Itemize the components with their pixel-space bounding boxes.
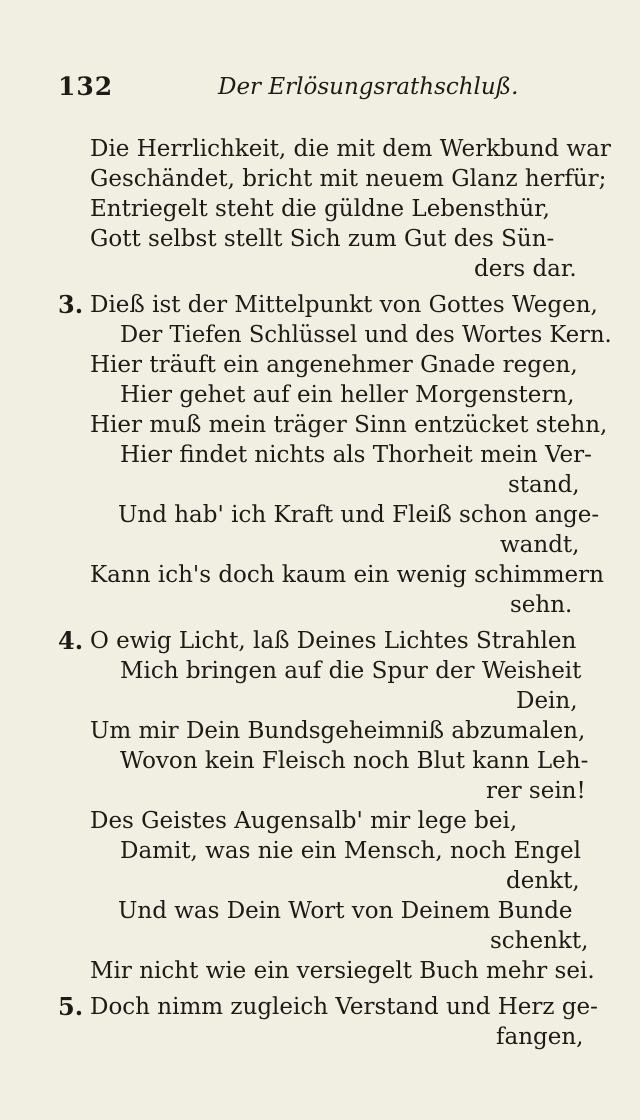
verse-line: sehn. xyxy=(510,592,573,618)
verse-line: Die Herrlichkeit, die mit dem Werkbund war xyxy=(90,136,611,162)
verse-line: rer sein! xyxy=(486,778,586,804)
verse-line: Und was Dein Wort von Deinem Bunde xyxy=(118,898,573,924)
stanza-number: 3. xyxy=(58,290,84,319)
verse-line: Der Tiefen Schlüssel und des Wortes Kern. xyxy=(120,322,612,348)
verse-line: Hier träuft ein angenehmer Gnade regen, xyxy=(90,352,578,378)
verse-line: O ewig Licht, laß Deines Lichtes Strahlen xyxy=(90,628,577,654)
verse-line: Hier findet nichts als Thorheit mein Ver- xyxy=(120,442,592,468)
verse-line: stand, xyxy=(508,472,580,498)
verse-line: Des Geistes Augensalb' mir lege bei, xyxy=(90,808,518,834)
page-number: 132 xyxy=(58,72,114,101)
verse-line: wandt, xyxy=(500,532,580,558)
running-title: Der Erlösungsrathschluß. xyxy=(218,74,519,100)
verse-line: Kann ich's doch kaum ein wenig schimmern xyxy=(90,562,604,588)
verse-line: Hier muß mein träger Sinn entzücket stehn, xyxy=(90,412,608,438)
verse-line: denkt, xyxy=(506,868,580,894)
verse-line: fangen, xyxy=(496,1024,584,1050)
verse-line: ders dar. xyxy=(474,256,577,282)
verse-line: Gott selbst stellt Sich zum Gut des Sün- xyxy=(90,226,555,252)
verse-line: Und hab' ich Kraft und Fleiß schon ange- xyxy=(118,502,600,528)
verse-line: Hier gehet auf ein heller Morgenstern, xyxy=(120,382,575,408)
page-header xyxy=(0,72,640,108)
verse-line: Dieß ist der Mittelpunkt von Gottes Wegen, xyxy=(90,292,598,318)
verse-line: Wovon kein Fleisch noch Blut kann Leh- xyxy=(120,748,589,774)
verse-line: Dein, xyxy=(516,688,578,714)
verse-line: Damit, was nie ein Mensch, noch Engel xyxy=(120,838,581,864)
verse-line: Mir nicht wie ein versiegelt Buch mehr sei. xyxy=(90,958,595,984)
verse-line: Doch nimm zugleich Verstand und Herz ge- xyxy=(90,994,598,1020)
stanza-number: 5. xyxy=(58,992,84,1021)
verse-line: Entriegelt steht die güldne Lebensthür, xyxy=(90,196,550,222)
verse-line: Mich bringen auf die Spur der Weisheit xyxy=(120,658,582,684)
verse-line: Um mir Dein Bundsgeheimniß abzumalen, xyxy=(90,718,586,744)
verse-line: schenkt, xyxy=(490,928,589,954)
stanza-number: 4. xyxy=(58,626,84,655)
verse-line: Geschändet, bricht mit neuem Glanz herfür; xyxy=(90,166,607,192)
